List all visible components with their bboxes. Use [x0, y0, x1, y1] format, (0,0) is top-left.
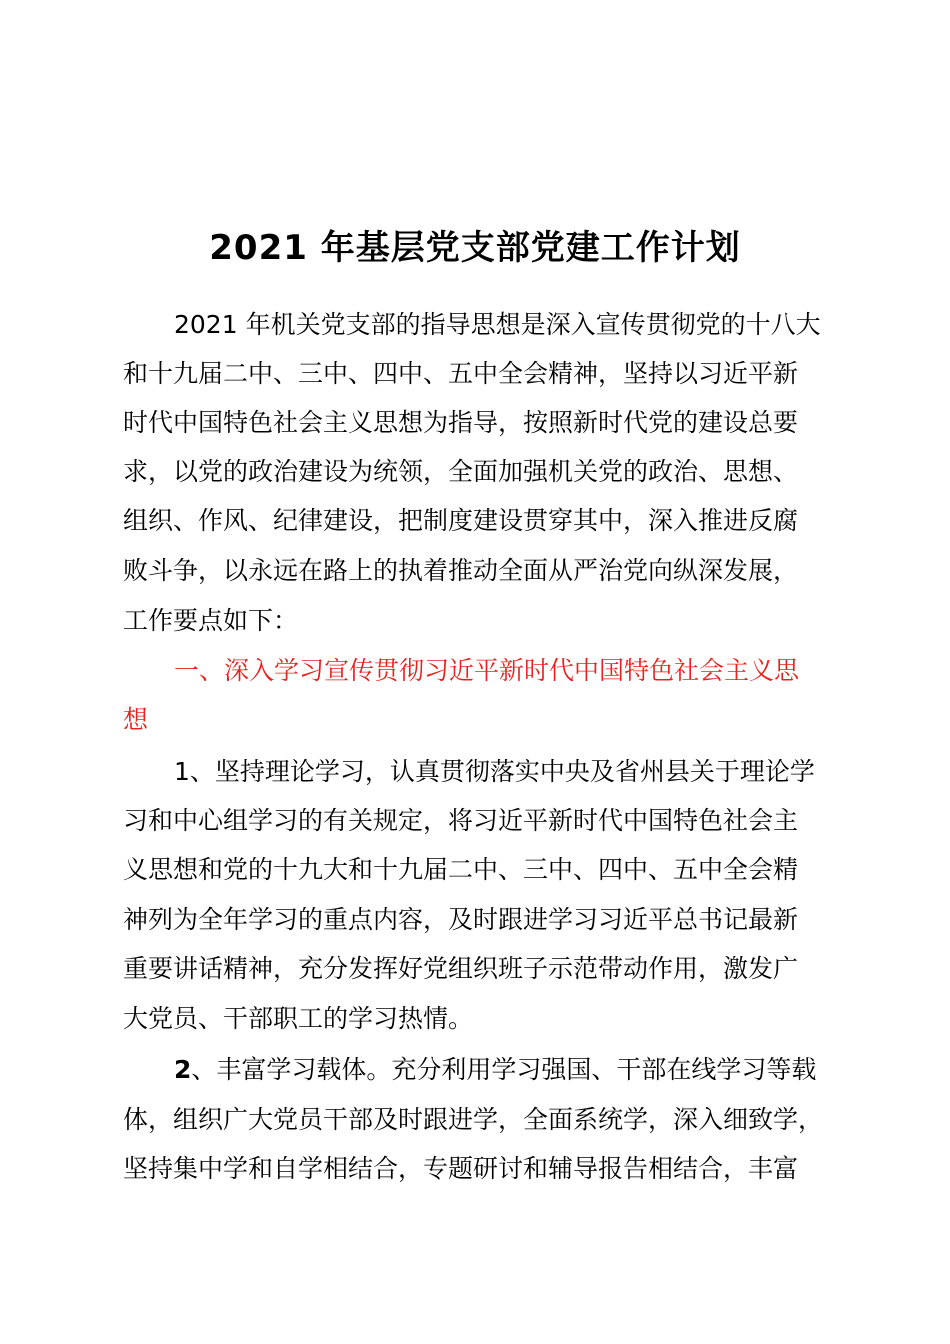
item1-line: 神列为全年学习的重点内容，及时跟进学习习近平总书记最新 [123, 905, 799, 934]
intro-line: 败斗争，以永远在路上的执着推动全面从严治党向纵深发展， [123, 556, 799, 585]
section-heading: 一、深入学习宣传贯彻习近平新时代中国特色社会主义思 [174, 656, 800, 685]
item1-line: 习和中心组学习的有关规定，将习近平新时代中国特色社会主 [123, 806, 799, 835]
intro-line: 和十九届二中、三中、四中、五中全会精神，坚持以习近平新 [123, 359, 799, 388]
intro-line: 工作要点如下： [123, 606, 299, 635]
intro-line: 2021 年机关党支部的指导思想是深入宣传贯彻党的十八大 [174, 310, 821, 339]
intro-line: 组织、作风、纪律建设，把制度建设贯穿其中，深入推进反腐 [123, 506, 799, 535]
item2-first-line-text: 、丰富学习载体。充分利用学习强国、干部在线学习等载 [191, 1055, 817, 1084]
item1-line: 义思想和党的十九大和十九届二中、三中、四中、五中全会精 [123, 855, 799, 884]
intro-line: 求，以党的政治建设为统领，全面加强机关党的政治、思想、 [123, 457, 799, 486]
intro-line: 时代中国特色社会主义思想为指导，按照新时代党的建设总要 [123, 408, 799, 437]
item1-line: 大党员、干部职工的学习热情。 [123, 1004, 474, 1033]
item2-line: 体，组织广大党员干部及时跟进学，全面系统学，深入细致学， [123, 1105, 824, 1134]
item1-line: 1、坚持理论学习，认真贯彻落实中央及省州县关于理论学 [174, 757, 815, 786]
item2-line: 坚持集中学和自学相结合，专题研讨和辅导报告相结合，丰富 [123, 1154, 799, 1183]
section-heading: 想 [123, 705, 149, 734]
item1-line: 重要讲话精神，充分发挥好党组织班子示范带动作用，激发广 [123, 954, 799, 983]
document-title: 2021 年基层党支部党建工作计划 [209, 228, 741, 268]
item2-first-line [174, 1052, 816, 1088]
item2-number: 2 [174, 1055, 192, 1084]
